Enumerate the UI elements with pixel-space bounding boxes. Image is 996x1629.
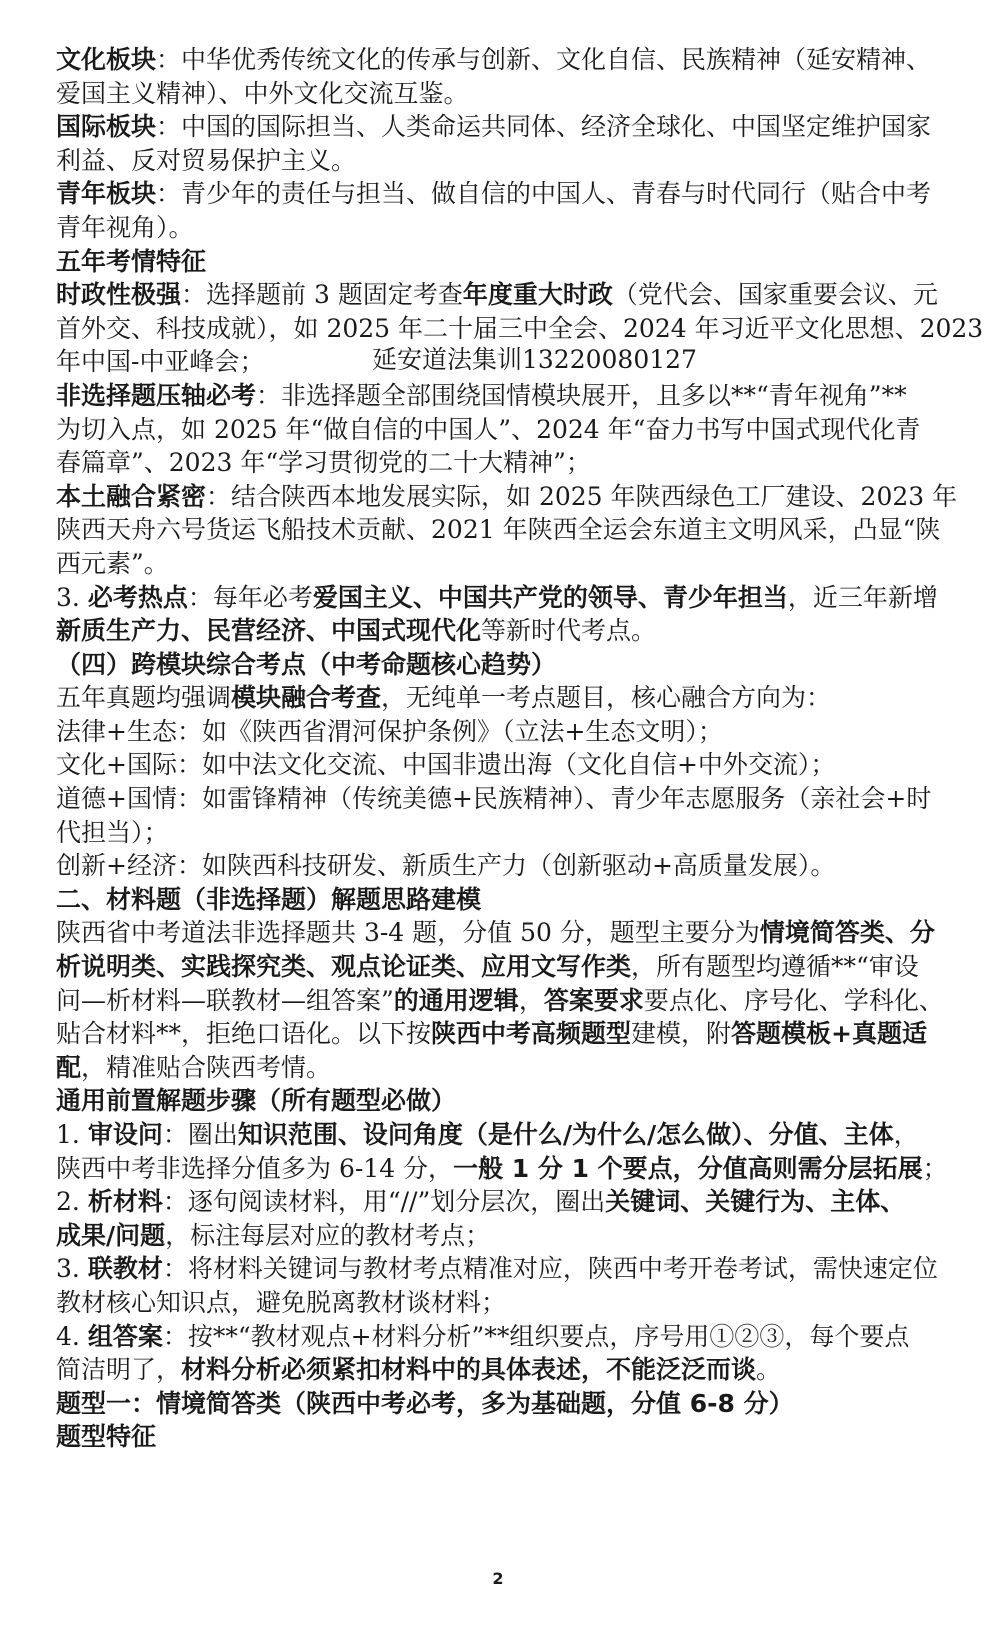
text-run: ：逐句阅读材料，用“//”划分层次，圈出 <box>162 1187 606 1217</box>
bold-text-run: 本土融合紧密 <box>56 481 207 511</box>
text-run: ，近三年新增 <box>787 582 938 612</box>
text-line <box>56 413 944 447</box>
text-run: 利益、反对贸易保护主义。 <box>56 145 357 175</box>
text-line <box>56 77 944 111</box>
text-run: 简洁明了， <box>56 1355 182 1385</box>
text-line <box>56 581 944 615</box>
bold-text-run: 陕西中考高频题型 <box>431 1019 632 1049</box>
text-line <box>56 681 944 715</box>
text-line <box>56 849 944 883</box>
text-run: ，无纯单一考点题目，核心融合方向为： <box>381 683 832 713</box>
bold-text-run: 联教材 <box>87 1254 163 1284</box>
text-run: 代担当）； <box>56 817 169 847</box>
bold-text-run: 题型特征 <box>56 1422 157 1452</box>
text-run: 陕西天舟六号货运飞船技术贡献、2021 年陕西全运会东道主文明风采，凸显“陕 <box>56 515 941 545</box>
text-run: 法律+生态：如《陕西省渭河保护条例》（立法+生态文明）； <box>56 716 723 746</box>
text-line <box>56 1084 944 1118</box>
text-run: 1. <box>56 1120 88 1149</box>
text-line <box>56 1219 944 1253</box>
text-line <box>56 1420 944 1454</box>
text-run: 春篇章”、2023 年“学习贯彻党的二十大精神”； <box>56 448 591 478</box>
text-line <box>56 1387 944 1421</box>
text-line <box>56 1320 944 1354</box>
bold-text-run: 青年板块 <box>56 179 157 209</box>
text-line <box>56 513 944 547</box>
text-run: 文化+国际：如中法文化交流、中国非遗出海（文化自信+中外交流）； <box>56 750 836 780</box>
text-run: 4. <box>56 1321 88 1351</box>
text-run: ：选择题前 3 题固定考查 <box>181 280 463 310</box>
text-run: ：中华优秀传统文化的传承与创新、文化自信、民族精神（延安精神、 <box>156 45 932 74</box>
text-run: 西元素”。 <box>56 548 169 578</box>
bold-text-run: 成果/问题 <box>56 1220 166 1250</box>
text-run: 问—析材料—联教材—组答案” <box>56 985 394 1015</box>
contact-watermark: 延安道法集训13220080127 <box>372 345 697 374</box>
text-run: 为切入点，如 2025 年“做自信的中国人”、2024 年“奋力书写中国式现代化青 <box>56 414 921 444</box>
text-run: 创新+经济：如陕西科技研发、新质生产力（创新驱动+高质量发展）。 <box>56 851 836 881</box>
text-run: ：中国的国际担当、人类命运共同体、经济全球化、中国坚定维护国家 <box>156 112 932 142</box>
text-run: （党代会、国家重要会议、元 <box>612 280 938 310</box>
text-line <box>56 1017 944 1051</box>
text-line <box>56 748 944 782</box>
bold-text-run: 答题模板+真题适 <box>731 1019 927 1049</box>
bold-text-run: 一般 1 分 1 个要点，分值高则需分层拓展 <box>453 1153 923 1183</box>
text-line <box>56 245 944 279</box>
text-run: 首外交、科技成就），如 2025 年二十届三中全会、2024 年习近平文化思想、2023 <box>56 313 984 343</box>
text-run: 3. <box>56 582 88 612</box>
bold-text-run: 必考热点 <box>87 582 188 612</box>
text-line <box>56 1353 944 1387</box>
bold-text-run: 二、材料题（非选择题）解题思路建模 <box>56 884 482 914</box>
bold-text-run: 关键词、关键行为、主体、 <box>605 1187 906 1217</box>
bold-text-run: 国际板块 <box>56 112 157 142</box>
text-line <box>56 1185 944 1219</box>
text-run: 。 <box>756 1355 782 1385</box>
text-run: ， <box>893 1120 919 1149</box>
bold-text-run: 配 <box>56 1052 82 1082</box>
bold-text-run: 非选择题压轴必考 <box>56 380 257 410</box>
text-line <box>56 1118 944 1152</box>
text-line <box>56 1252 944 1286</box>
text-run: 建模，附 <box>631 1019 732 1049</box>
page-number: 2 <box>492 1569 504 1588</box>
text-run: ； <box>922 1153 948 1183</box>
text-run: 年中国-中亚峰会； <box>56 347 265 377</box>
bold-text-run: 情境简答类、分 <box>759 918 935 948</box>
bold-text-run: 审设问 <box>87 1120 163 1149</box>
bold-text-run: 模块融合考查 <box>231 683 382 713</box>
bold-text-run: 析说明类、实践探究类、观点论证类、应用文写作类 <box>56 952 632 982</box>
text-line <box>56 715 944 749</box>
text-run: ：青少年的责任与担当、做自信的中国人、青春与时代同行（贴合中考 <box>156 179 932 209</box>
text-line <box>56 43 944 77</box>
text-run: ， <box>518 985 544 1015</box>
text-run: ，精准贴合陕西考情。 <box>81 1052 332 1082</box>
text-line <box>56 1152 948 1186</box>
bold-text-run: （四）跨模块综合考点（中考命题核心趋势） <box>56 649 557 679</box>
text-run: 道德+国情：如雷锋精神（传统美德+民族精神）、青少年志愿服务（亲社会+时 <box>56 784 932 814</box>
text-run: 陕西中考非选择分值多为 6-14 分， <box>56 1153 454 1183</box>
text-run: 要点化、序号化、学科化、 <box>643 985 944 1015</box>
bold-text-run: 组答案 <box>87 1321 163 1351</box>
text-run: ，标注每层对应的教材考点； <box>165 1220 491 1250</box>
bold-text-run: 年度重大时政 <box>462 280 613 310</box>
text-line <box>56 883 944 917</box>
text-line <box>56 211 944 245</box>
text-line <box>56 816 944 850</box>
document-body <box>56 43 984 1454</box>
bold-text-run: 文化板块 <box>56 45 157 74</box>
text-line <box>56 480 958 514</box>
text-run: 青年视角）。 <box>56 212 194 242</box>
text-line <box>56 984 944 1018</box>
text-line <box>56 1286 944 1320</box>
bold-text-run: 通用前置解题步骤（所有题型必做） <box>56 1086 457 1116</box>
text-line <box>56 278 944 312</box>
text-run: ：非选择题全部围绕国情模块展开，且多以**“青年视角”** <box>256 380 907 410</box>
text-run: ，所有题型均遵循**“审设 <box>631 952 919 982</box>
text-line <box>56 312 984 346</box>
text-line <box>56 547 944 581</box>
text-run: 爱国主义精神）、中外文化交流互鉴。 <box>56 78 469 108</box>
text-line <box>56 916 944 950</box>
text-line <box>56 782 944 816</box>
text-run: 教材核心知识点，避免脱离教材谈材料； <box>56 1287 507 1317</box>
bold-text-run: 材料分析必须紧扣材料中的具体表述，不能泛泛而谈 <box>181 1355 757 1385</box>
text-run: 2. <box>56 1187 88 1217</box>
text-run: 五年真题均强调 <box>56 683 232 713</box>
text-line <box>56 950 944 984</box>
text-line <box>56 446 944 480</box>
text-line <box>56 144 944 178</box>
bold-text-run: 答案要求 <box>543 985 644 1015</box>
text-run: ：每年必考 <box>187 582 313 612</box>
bold-text-run: 五年考情特征 <box>56 246 207 276</box>
text-run: ：结合陕西本地发展实际，如 2025 年陕西绿色工厂建设、2023 年 <box>206 481 958 511</box>
bold-text-run: 爱国主义、中国共产党的领导、青少年担当 <box>312 582 788 612</box>
text-run: 3. <box>56 1254 88 1284</box>
bold-text-run: 析材料 <box>87 1187 163 1217</box>
text-line <box>56 648 944 682</box>
text-line <box>56 379 944 413</box>
text-run: ：将材料关键词与教材考点精准对应，陕西中考开卷考试，需快速定位 <box>162 1254 938 1284</box>
text-line <box>56 177 944 211</box>
bold-text-run: 的通用逻辑 <box>393 985 519 1015</box>
text-run: 陕西省中考道法非选择题共 3-4 题，分值 50 分，题型主要分为 <box>56 918 760 948</box>
bold-text-run: 时政性极强 <box>56 280 182 310</box>
text-run: ：按**“教材观点+材料分析”**组织要点，序号用①②③，每个要点 <box>162 1321 910 1351</box>
bold-text-run: 知识范围、设问角度（是什么/为什么/怎么做）、分值、主体 <box>237 1120 894 1149</box>
bold-text-run: 新质生产力、民营经济、中国式现代化 <box>56 616 482 646</box>
text-run: ：圈出 <box>162 1120 238 1149</box>
text-run: 贴合材料**，拒绝口语化。以下按 <box>56 1019 432 1049</box>
text-run: 等新时代考点。 <box>481 616 657 646</box>
text-line <box>56 110 944 144</box>
text-line <box>56 1051 944 1085</box>
text-line <box>56 614 944 648</box>
bold-text-run: 题型一：情境简答类（陕西中考必考，多为基础题，分值 6-8 分） <box>56 1388 794 1418</box>
